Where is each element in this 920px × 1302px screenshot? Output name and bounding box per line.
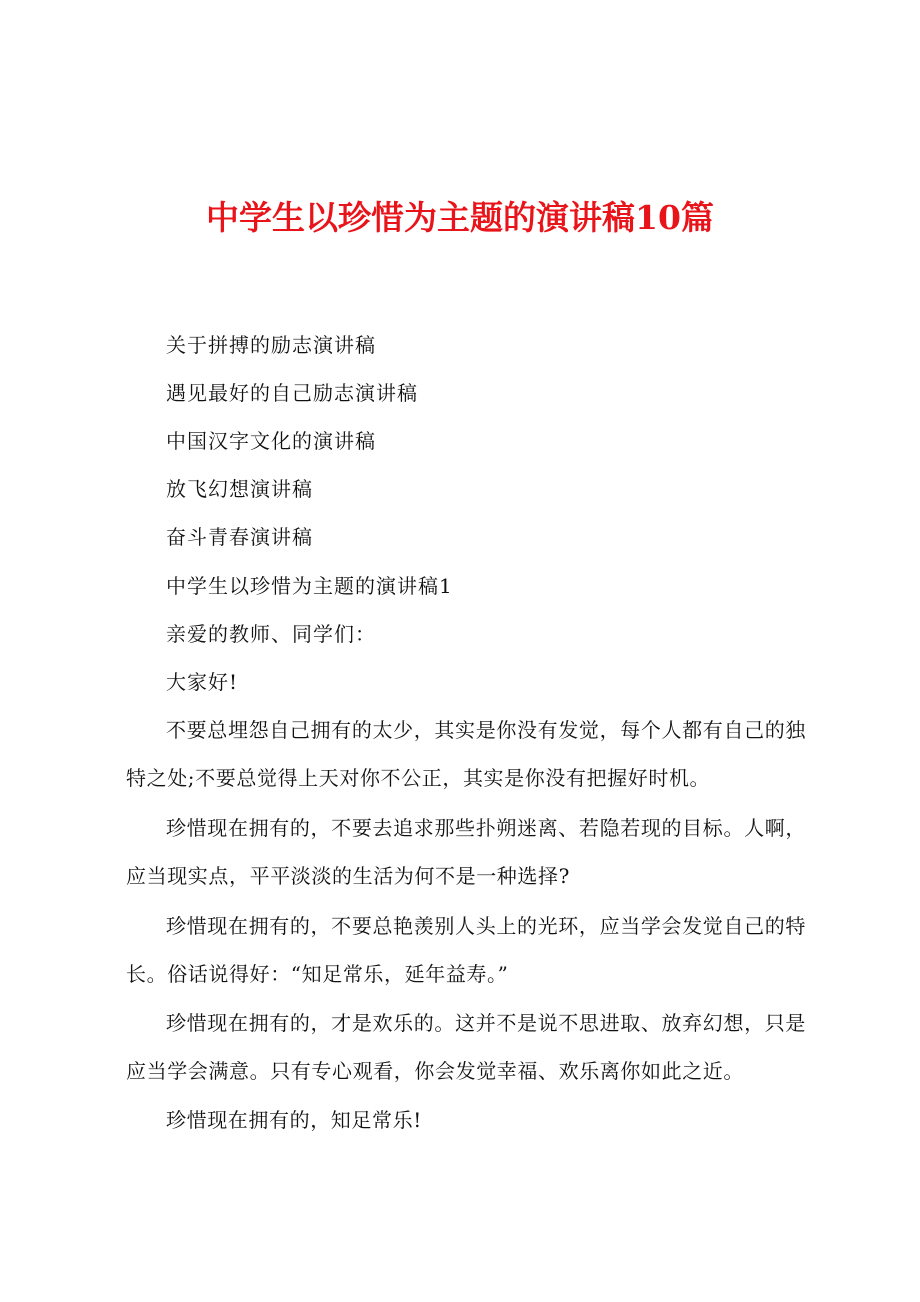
related-link-2[interactable]: 遇见最好的自己励志演讲稿 bbox=[166, 381, 418, 405]
related-link-1[interactable]: 关于拼搏的励志演讲稿 bbox=[166, 333, 376, 357]
paragraph-4: 珍惜现在拥有的，才是欢乐的。这并不是说不思进取、放弃幻想，只是应当学会满意。只有专心观看，你会发觉幸福、欢乐离你如此之近。 bbox=[126, 1011, 806, 1083]
paragraph-3: 珍惜现在拥有的，不要总艳羡别人头上的光环，应当学会发觉自己的特长。俗话说得好：“知足常乐，延年益寿。” bbox=[126, 914, 806, 986]
document-title: 中学生以珍惜为主题的演讲稿10篇 bbox=[206, 198, 714, 237]
section-heading: 中学生以珍惜为主题的演讲稿1 bbox=[166, 574, 453, 598]
greeting: 大家好! bbox=[166, 670, 239, 694]
paragraph-2: 珍惜现在拥有的，不要去追求那些扑朔迷离、若隐若现的目标。人啊，应当现实点，平平淡淡的生活为何不是一种选择? bbox=[126, 816, 806, 888]
paragraph-1: 不要总埋怨自己拥有的太少，其实是你没有发觉，每个人都有自己的独特之处;不要总觉得上天对你不公正，其实是你没有把握好时机。 bbox=[126, 718, 806, 790]
related-link-3[interactable]: 中国汉字文化的演讲稿 bbox=[166, 429, 376, 453]
salutation: 亲爱的教师、同学们： bbox=[166, 622, 376, 646]
related-link-5[interactable]: 奋斗青春演讲稿 bbox=[166, 525, 313, 549]
related-link-4[interactable]: 放飞幻想演讲稿 bbox=[166, 477, 313, 501]
paragraph-5: 珍惜现在拥有的，知足常乐! bbox=[166, 1108, 422, 1132]
